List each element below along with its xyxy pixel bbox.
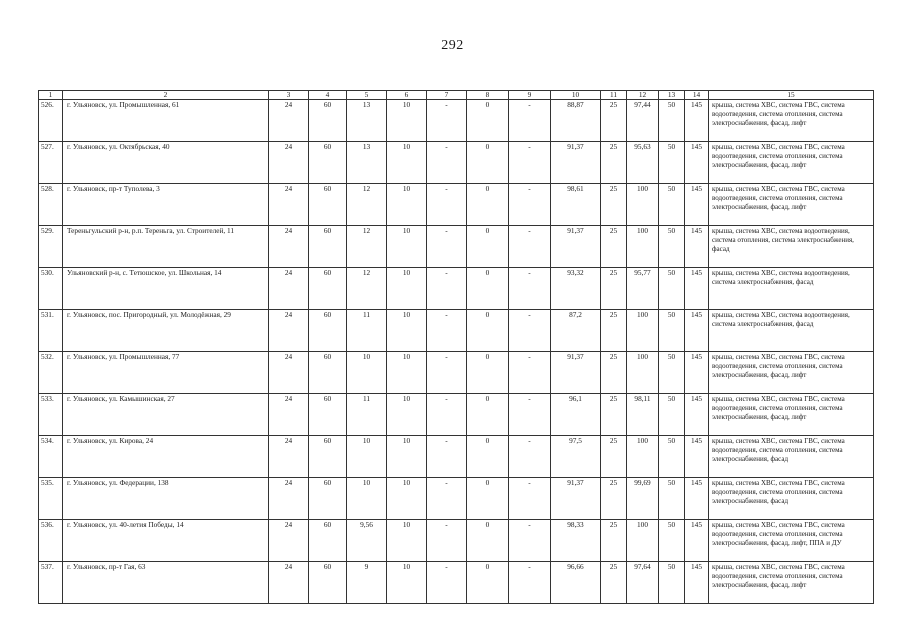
row-number-cell: 537. xyxy=(39,562,63,604)
value-cell: 25 xyxy=(601,478,627,520)
value-cell: 98,11 xyxy=(627,394,659,436)
address-cell: г. Ульяновск, ул. 40-летия Победы, 14 xyxy=(63,520,269,562)
table-row xyxy=(39,436,874,478)
value-cell: 50 xyxy=(659,226,685,268)
value-cell: 24 xyxy=(269,100,309,142)
value-cell: 25 xyxy=(601,226,627,268)
value-cell: 25 xyxy=(601,436,627,478)
value-cell: 91,37 xyxy=(551,142,601,184)
row-number-cell: 536. xyxy=(39,520,63,562)
value-cell: - xyxy=(427,520,467,562)
value-cell: 10 xyxy=(387,562,427,604)
value-cell: - xyxy=(427,310,467,352)
value-cell: - xyxy=(427,352,467,394)
value-cell: 145 xyxy=(685,226,709,268)
works-cell: крыша, система ХВС, система ГВС, система водоотведения, система отопления, система электроснабжения, фасад, лифт xyxy=(709,562,874,604)
value-cell: 97,64 xyxy=(627,562,659,604)
column-header: 6 xyxy=(387,91,427,100)
value-cell: 97,5 xyxy=(551,436,601,478)
value-cell: 50 xyxy=(659,184,685,226)
value-cell: 50 xyxy=(659,100,685,142)
column-header: 9 xyxy=(509,91,551,100)
value-cell: 12 xyxy=(347,226,387,268)
works-cell: крыша, система ХВС, система ГВС, система водоотведения, система отопления, система электроснабжения, фасад, лифт, ППА и ДУ xyxy=(709,520,874,562)
works-cell: крыша, система ХВС, система водоотведения, система отопления, система электроснабжения, фасад xyxy=(709,226,874,268)
value-cell: 25 xyxy=(601,394,627,436)
works-cell: крыша, система ХВС, система ГВС, система водоотведения, система отопления, система электроснабжения, фасад xyxy=(709,436,874,478)
value-cell: 98,33 xyxy=(551,520,601,562)
value-cell: 9 xyxy=(347,562,387,604)
table-row xyxy=(39,394,874,436)
value-cell: 60 xyxy=(309,142,347,184)
value-cell: - xyxy=(509,394,551,436)
value-cell: 10 xyxy=(387,478,427,520)
value-cell: - xyxy=(509,226,551,268)
value-cell: 50 xyxy=(659,562,685,604)
value-cell: 10 xyxy=(387,226,427,268)
value-cell: 10 xyxy=(387,352,427,394)
register-table xyxy=(38,90,874,604)
table-row xyxy=(39,142,874,184)
column-header: 11 xyxy=(601,91,627,100)
value-cell: 0 xyxy=(467,478,509,520)
value-cell: 25 xyxy=(601,100,627,142)
column-header: 4 xyxy=(309,91,347,100)
value-cell: 99,69 xyxy=(627,478,659,520)
value-cell: 60 xyxy=(309,562,347,604)
value-cell: 13 xyxy=(347,100,387,142)
value-cell: 60 xyxy=(309,100,347,142)
value-cell: - xyxy=(427,226,467,268)
value-cell: - xyxy=(509,310,551,352)
value-cell: 145 xyxy=(685,478,709,520)
page-number: 292 xyxy=(441,38,464,53)
address-cell: Тереньгульский р-н, р.п. Тереньга, ул. Строителей, 11 xyxy=(63,226,269,268)
address-cell: г. Ульяновск, ул. Федерации, 138 xyxy=(63,478,269,520)
value-cell: 24 xyxy=(269,520,309,562)
value-cell: - xyxy=(509,184,551,226)
value-cell: - xyxy=(509,100,551,142)
value-cell: 25 xyxy=(601,562,627,604)
value-cell: 60 xyxy=(309,352,347,394)
value-cell: 96,1 xyxy=(551,394,601,436)
value-cell: 24 xyxy=(269,268,309,310)
value-cell: 13 xyxy=(347,142,387,184)
value-cell: - xyxy=(509,436,551,478)
value-cell: 50 xyxy=(659,310,685,352)
value-cell: 50 xyxy=(659,478,685,520)
value-cell: 9,56 xyxy=(347,520,387,562)
column-header: 14 xyxy=(685,91,709,100)
value-cell: 0 xyxy=(467,268,509,310)
works-cell: крыша, система ХВС, система водоотведения, система электроснабжения, фасад xyxy=(709,268,874,310)
value-cell: 10 xyxy=(347,478,387,520)
value-cell: 60 xyxy=(309,226,347,268)
value-cell: 60 xyxy=(309,310,347,352)
value-cell: 50 xyxy=(659,436,685,478)
value-cell: - xyxy=(427,142,467,184)
value-cell: 10 xyxy=(387,142,427,184)
value-cell: 24 xyxy=(269,226,309,268)
value-cell: 12 xyxy=(347,268,387,310)
value-cell: 10 xyxy=(387,394,427,436)
works-cell: крыша, система ХВС, система ГВС, система водоотведения, система отопления, система электроснабжения, фасад xyxy=(709,478,874,520)
table-row xyxy=(39,520,874,562)
value-cell: 0 xyxy=(467,226,509,268)
value-cell: 0 xyxy=(467,184,509,226)
value-cell: - xyxy=(509,478,551,520)
value-cell: 100 xyxy=(627,226,659,268)
column-header: 13 xyxy=(659,91,685,100)
value-cell: 91,37 xyxy=(551,226,601,268)
value-cell: 100 xyxy=(627,352,659,394)
table-row xyxy=(39,184,874,226)
value-cell: - xyxy=(509,352,551,394)
value-cell: 10 xyxy=(387,520,427,562)
row-number-cell: 534. xyxy=(39,436,63,478)
column-header: 8 xyxy=(467,91,509,100)
address-cell: г. Ульяновск, ул. Промышленная, 77 xyxy=(63,352,269,394)
table-row xyxy=(39,310,874,352)
column-header: 12 xyxy=(627,91,659,100)
value-cell: 88,87 xyxy=(551,100,601,142)
address-cell: г. Ульяновск, ул. Кирова, 24 xyxy=(63,436,269,478)
value-cell: 11 xyxy=(347,310,387,352)
value-cell: 0 xyxy=(467,352,509,394)
address-cell: г. Ульяновск, ул. Промышленная, 61 xyxy=(63,100,269,142)
works-cell: крыша, система ХВС, система водоотведения, система электроснабжения, фасад xyxy=(709,310,874,352)
column-header: 15 xyxy=(709,91,874,100)
value-cell: 100 xyxy=(627,310,659,352)
value-cell: 91,37 xyxy=(551,352,601,394)
value-cell: 24 xyxy=(269,310,309,352)
value-cell: 95,63 xyxy=(627,142,659,184)
value-cell: 10 xyxy=(347,352,387,394)
value-cell: - xyxy=(509,142,551,184)
value-cell: 100 xyxy=(627,520,659,562)
value-cell: 91,37 xyxy=(551,478,601,520)
value-cell: 0 xyxy=(467,310,509,352)
value-cell: 145 xyxy=(685,562,709,604)
value-cell: 10 xyxy=(387,184,427,226)
value-cell: - xyxy=(427,100,467,142)
value-cell: 25 xyxy=(601,310,627,352)
value-cell: 11 xyxy=(347,394,387,436)
address-cell: г. Ульяновск, ул. Октябрьская, 40 xyxy=(63,142,269,184)
value-cell: 60 xyxy=(309,478,347,520)
value-cell: 145 xyxy=(685,394,709,436)
column-header: 7 xyxy=(427,91,467,100)
row-number-cell: 526. xyxy=(39,100,63,142)
value-cell: 50 xyxy=(659,268,685,310)
row-number-cell: 532. xyxy=(39,352,63,394)
value-cell: 24 xyxy=(269,562,309,604)
value-cell: 60 xyxy=(309,436,347,478)
value-cell: - xyxy=(509,562,551,604)
row-number-cell: 527. xyxy=(39,142,63,184)
works-cell: крыша, система ХВС, система ГВС, система водоотведения, система отопления, система электроснабжения, фасад, лифт xyxy=(709,142,874,184)
value-cell: - xyxy=(427,184,467,226)
column-header: 3 xyxy=(269,91,309,100)
table-row xyxy=(39,268,874,310)
address-cell: г. Ульяновск, пос. Пригородный, ул. Молодёжная, 29 xyxy=(63,310,269,352)
value-cell: - xyxy=(427,436,467,478)
address-cell: Ульяновский р-н, с. Тетюшское, ул. Школьная, 14 xyxy=(63,268,269,310)
value-cell: 25 xyxy=(601,268,627,310)
value-cell: 25 xyxy=(601,184,627,226)
row-number-cell: 528. xyxy=(39,184,63,226)
value-cell: 60 xyxy=(309,520,347,562)
value-cell: 24 xyxy=(269,478,309,520)
column-header: 5 xyxy=(347,91,387,100)
table-row xyxy=(39,352,874,394)
address-cell: г. Ульяновск, ул. Камышинская, 27 xyxy=(63,394,269,436)
table-row xyxy=(39,562,874,604)
works-cell: крыша, система ХВС, система ГВС, система водоотведения, система отопления, система электроснабжения, фасад, лифт xyxy=(709,394,874,436)
value-cell: - xyxy=(509,520,551,562)
value-cell: 60 xyxy=(309,268,347,310)
value-cell: 10 xyxy=(387,310,427,352)
value-cell: - xyxy=(427,478,467,520)
value-cell: 145 xyxy=(685,520,709,562)
value-cell: 0 xyxy=(467,520,509,562)
value-cell: 24 xyxy=(269,394,309,436)
row-number-cell: 531. xyxy=(39,310,63,352)
value-cell: 145 xyxy=(685,352,709,394)
column-header: 2 xyxy=(63,91,269,100)
value-cell: 10 xyxy=(387,436,427,478)
table-row xyxy=(39,100,874,142)
works-cell: крыша, система ХВС, система ГВС, система водоотведения, система отопления, система электроснабжения, фасад, лифт xyxy=(709,100,874,142)
value-cell: 93,32 xyxy=(551,268,601,310)
value-cell: 10 xyxy=(387,100,427,142)
value-cell: 24 xyxy=(269,184,309,226)
value-cell: - xyxy=(427,268,467,310)
value-cell: 25 xyxy=(601,352,627,394)
value-cell: 97,44 xyxy=(627,100,659,142)
address-cell: г. Ульяновск, пр-т Туполева, 3 xyxy=(63,184,269,226)
value-cell: 24 xyxy=(269,352,309,394)
works-cell: крыша, система ХВС, система ГВС, система водоотведения, система отопления, система электроснабжения, фасад, лифт xyxy=(709,184,874,226)
value-cell: 87,2 xyxy=(551,310,601,352)
address-cell: г. Ульяновск, пр-т Гая, 63 xyxy=(63,562,269,604)
value-cell: 98,61 xyxy=(551,184,601,226)
value-cell: 0 xyxy=(467,394,509,436)
table-row xyxy=(39,226,874,268)
value-cell: 0 xyxy=(467,100,509,142)
value-cell: 145 xyxy=(685,100,709,142)
value-cell: 60 xyxy=(309,184,347,226)
row-number-cell: 533. xyxy=(39,394,63,436)
row-number-cell: 529. xyxy=(39,226,63,268)
value-cell: 25 xyxy=(601,520,627,562)
value-cell: 0 xyxy=(467,436,509,478)
column-header: 1 xyxy=(39,91,63,100)
value-cell: 0 xyxy=(467,142,509,184)
value-cell: 10 xyxy=(347,436,387,478)
column-header: 10 xyxy=(551,91,601,100)
value-cell: 100 xyxy=(627,184,659,226)
value-cell: 50 xyxy=(659,142,685,184)
value-cell: 10 xyxy=(387,268,427,310)
table-row xyxy=(39,478,874,520)
value-cell: 24 xyxy=(269,436,309,478)
value-cell: 0 xyxy=(467,562,509,604)
value-cell: 50 xyxy=(659,394,685,436)
value-cell: 100 xyxy=(627,436,659,478)
value-cell: 145 xyxy=(685,268,709,310)
value-cell: 145 xyxy=(685,436,709,478)
value-cell: 24 xyxy=(269,142,309,184)
value-cell: 145 xyxy=(685,142,709,184)
value-cell: 60 xyxy=(309,394,347,436)
value-cell: - xyxy=(427,394,467,436)
row-number-cell: 530. xyxy=(39,268,63,310)
row-number-cell: 535. xyxy=(39,478,63,520)
value-cell: - xyxy=(427,562,467,604)
value-cell: 145 xyxy=(685,310,709,352)
value-cell: 145 xyxy=(685,184,709,226)
value-cell: - xyxy=(509,268,551,310)
value-cell: 50 xyxy=(659,520,685,562)
value-cell: 25 xyxy=(601,142,627,184)
value-cell: 50 xyxy=(659,352,685,394)
value-cell: 96,66 xyxy=(551,562,601,604)
value-cell: 95,77 xyxy=(627,268,659,310)
works-cell: крыша, система ХВС, система ГВС, система водоотведения, система отопления, система электроснабжения, фасад, лифт xyxy=(709,352,874,394)
value-cell: 12 xyxy=(347,184,387,226)
column-number-row xyxy=(39,91,874,100)
